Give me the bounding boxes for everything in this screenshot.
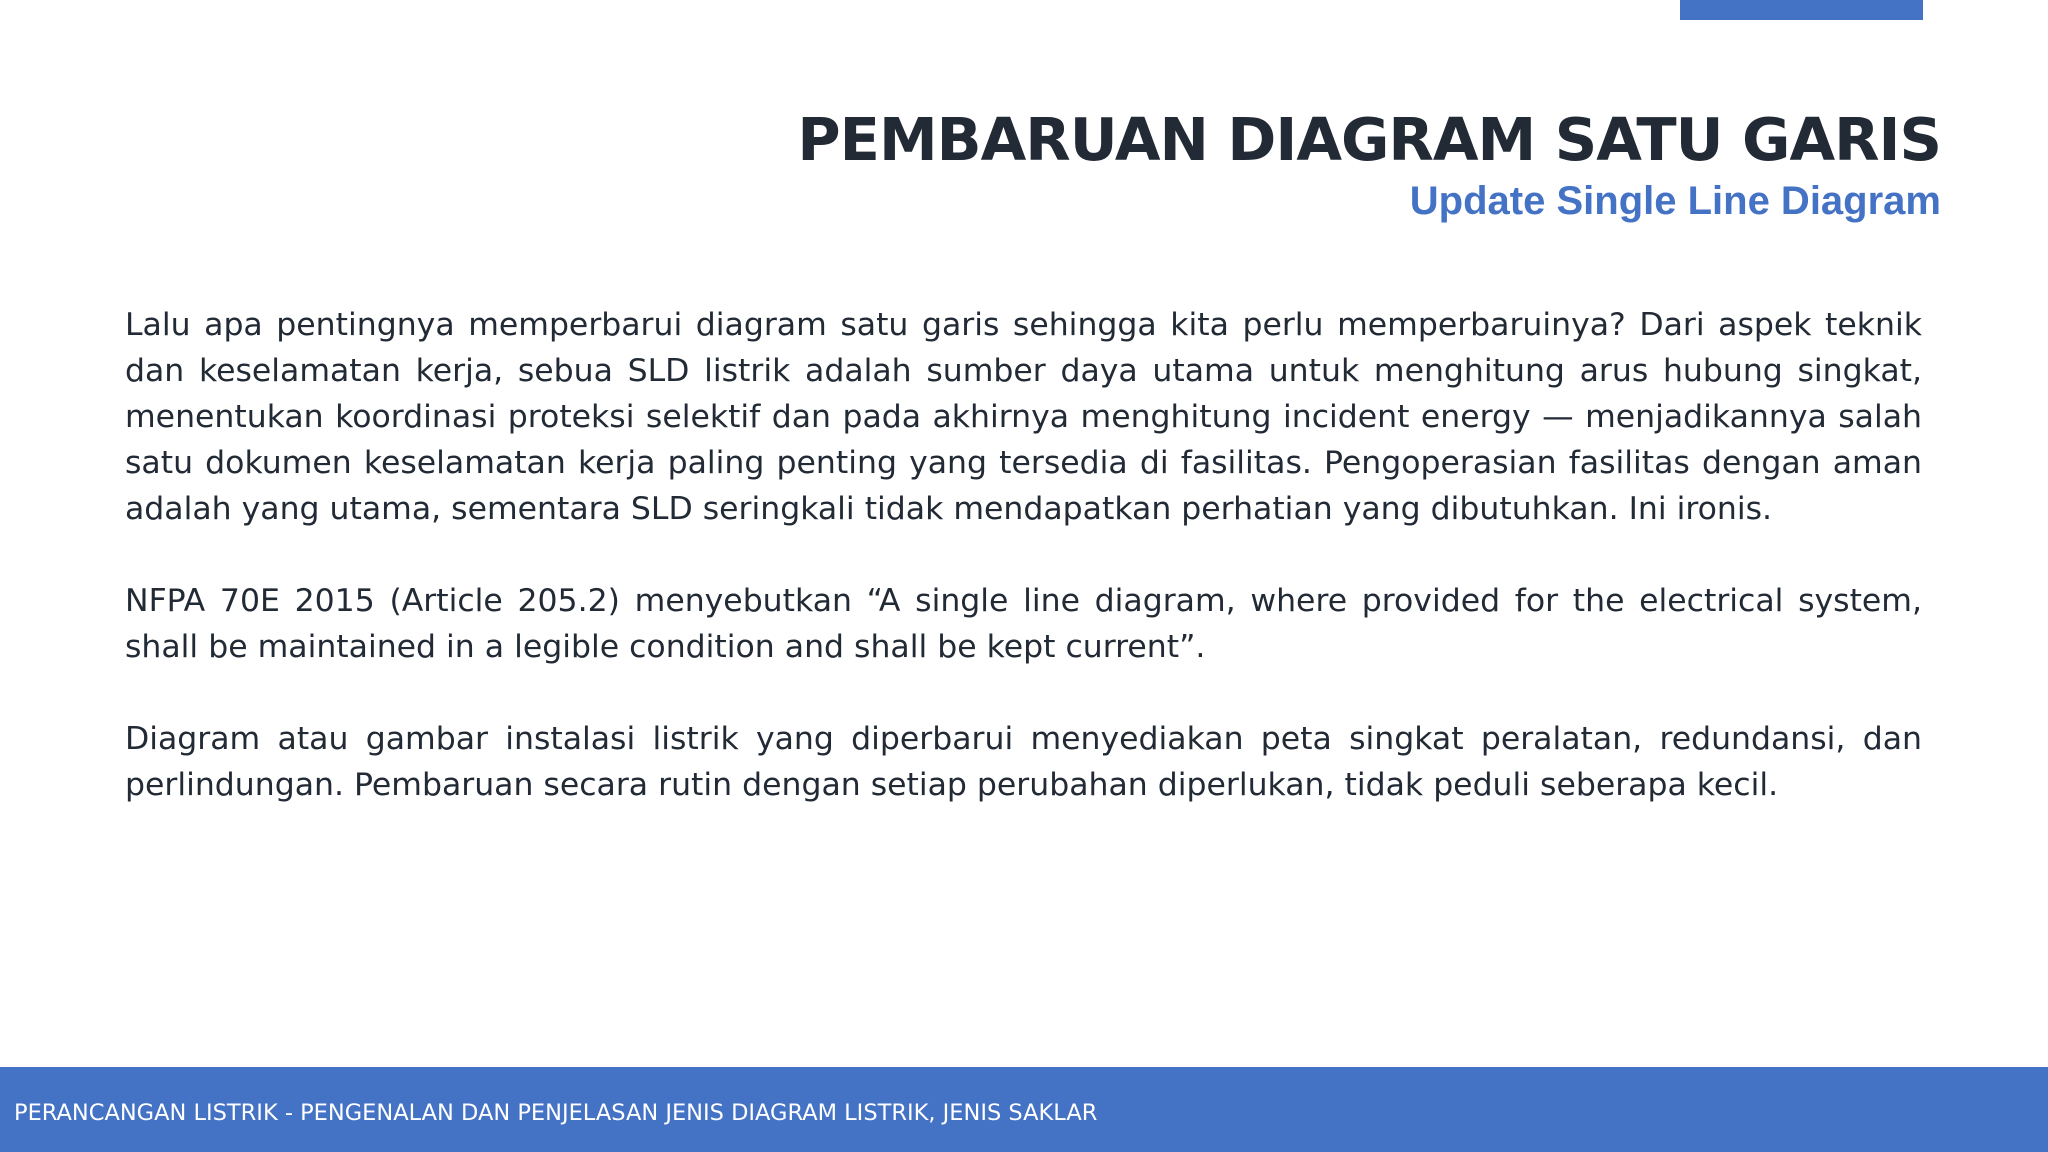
top-accent-bar <box>1680 0 1923 20</box>
footer-bar <box>0 1067 2048 1152</box>
paragraph-updated-diagram: Diagram atau gambar instalasi listrik yang diperbarui menyediakan peta singkat peralatan, redundansi, dan perlindungan. Pembaruan secara rutin dengan setiap perubahan diperlukan, tidak peduli seberapa kecil. <box>125 721 1922 803</box>
slide-body <box>125 302 1922 854</box>
paragraph-importance: Lalu apa pentingnya memperbarui diagram satu garis sehingga kita perlu memperbaruinya? Dari aspek teknik dan keselamatan kerja, sebua SLD listrik adalah sumber daya utama untuk menghitung arus hubung singkat, menentukan koordinasi proteksi selektif dan pada akhirnya menghitung incident energy — menjadikannya salah satu dokumen keselamatan kerja paling penting yang tersedia di fasilitas. Pengoperasian fasilitas dengan aman adalah yang utama, sementara SLD seringkali tidak mendapatkan perhatian yang dibutuhkan. Ini ironis. <box>125 307 1922 527</box>
slide-title: PEMBARUAN DIAGRAM SATU GARIS <box>797 105 1941 174</box>
paragraph-nfpa-quote: NFPA 70E 2015 (Article 205.2) menyebutkan “A single line diagram, where provided for the electrical system, shall be maintained in a legible condition and shall be kept current”. <box>125 583 1922 665</box>
footer-text: PERANCANGAN LISTRIK - PENGENALAN DAN PENJELASAN JENIS DIAGRAM LISTRIK, JENIS SAKLAR <box>14 1100 1098 1126</box>
slide-subtitle: Update Single Line Diagram <box>1409 179 1941 223</box>
